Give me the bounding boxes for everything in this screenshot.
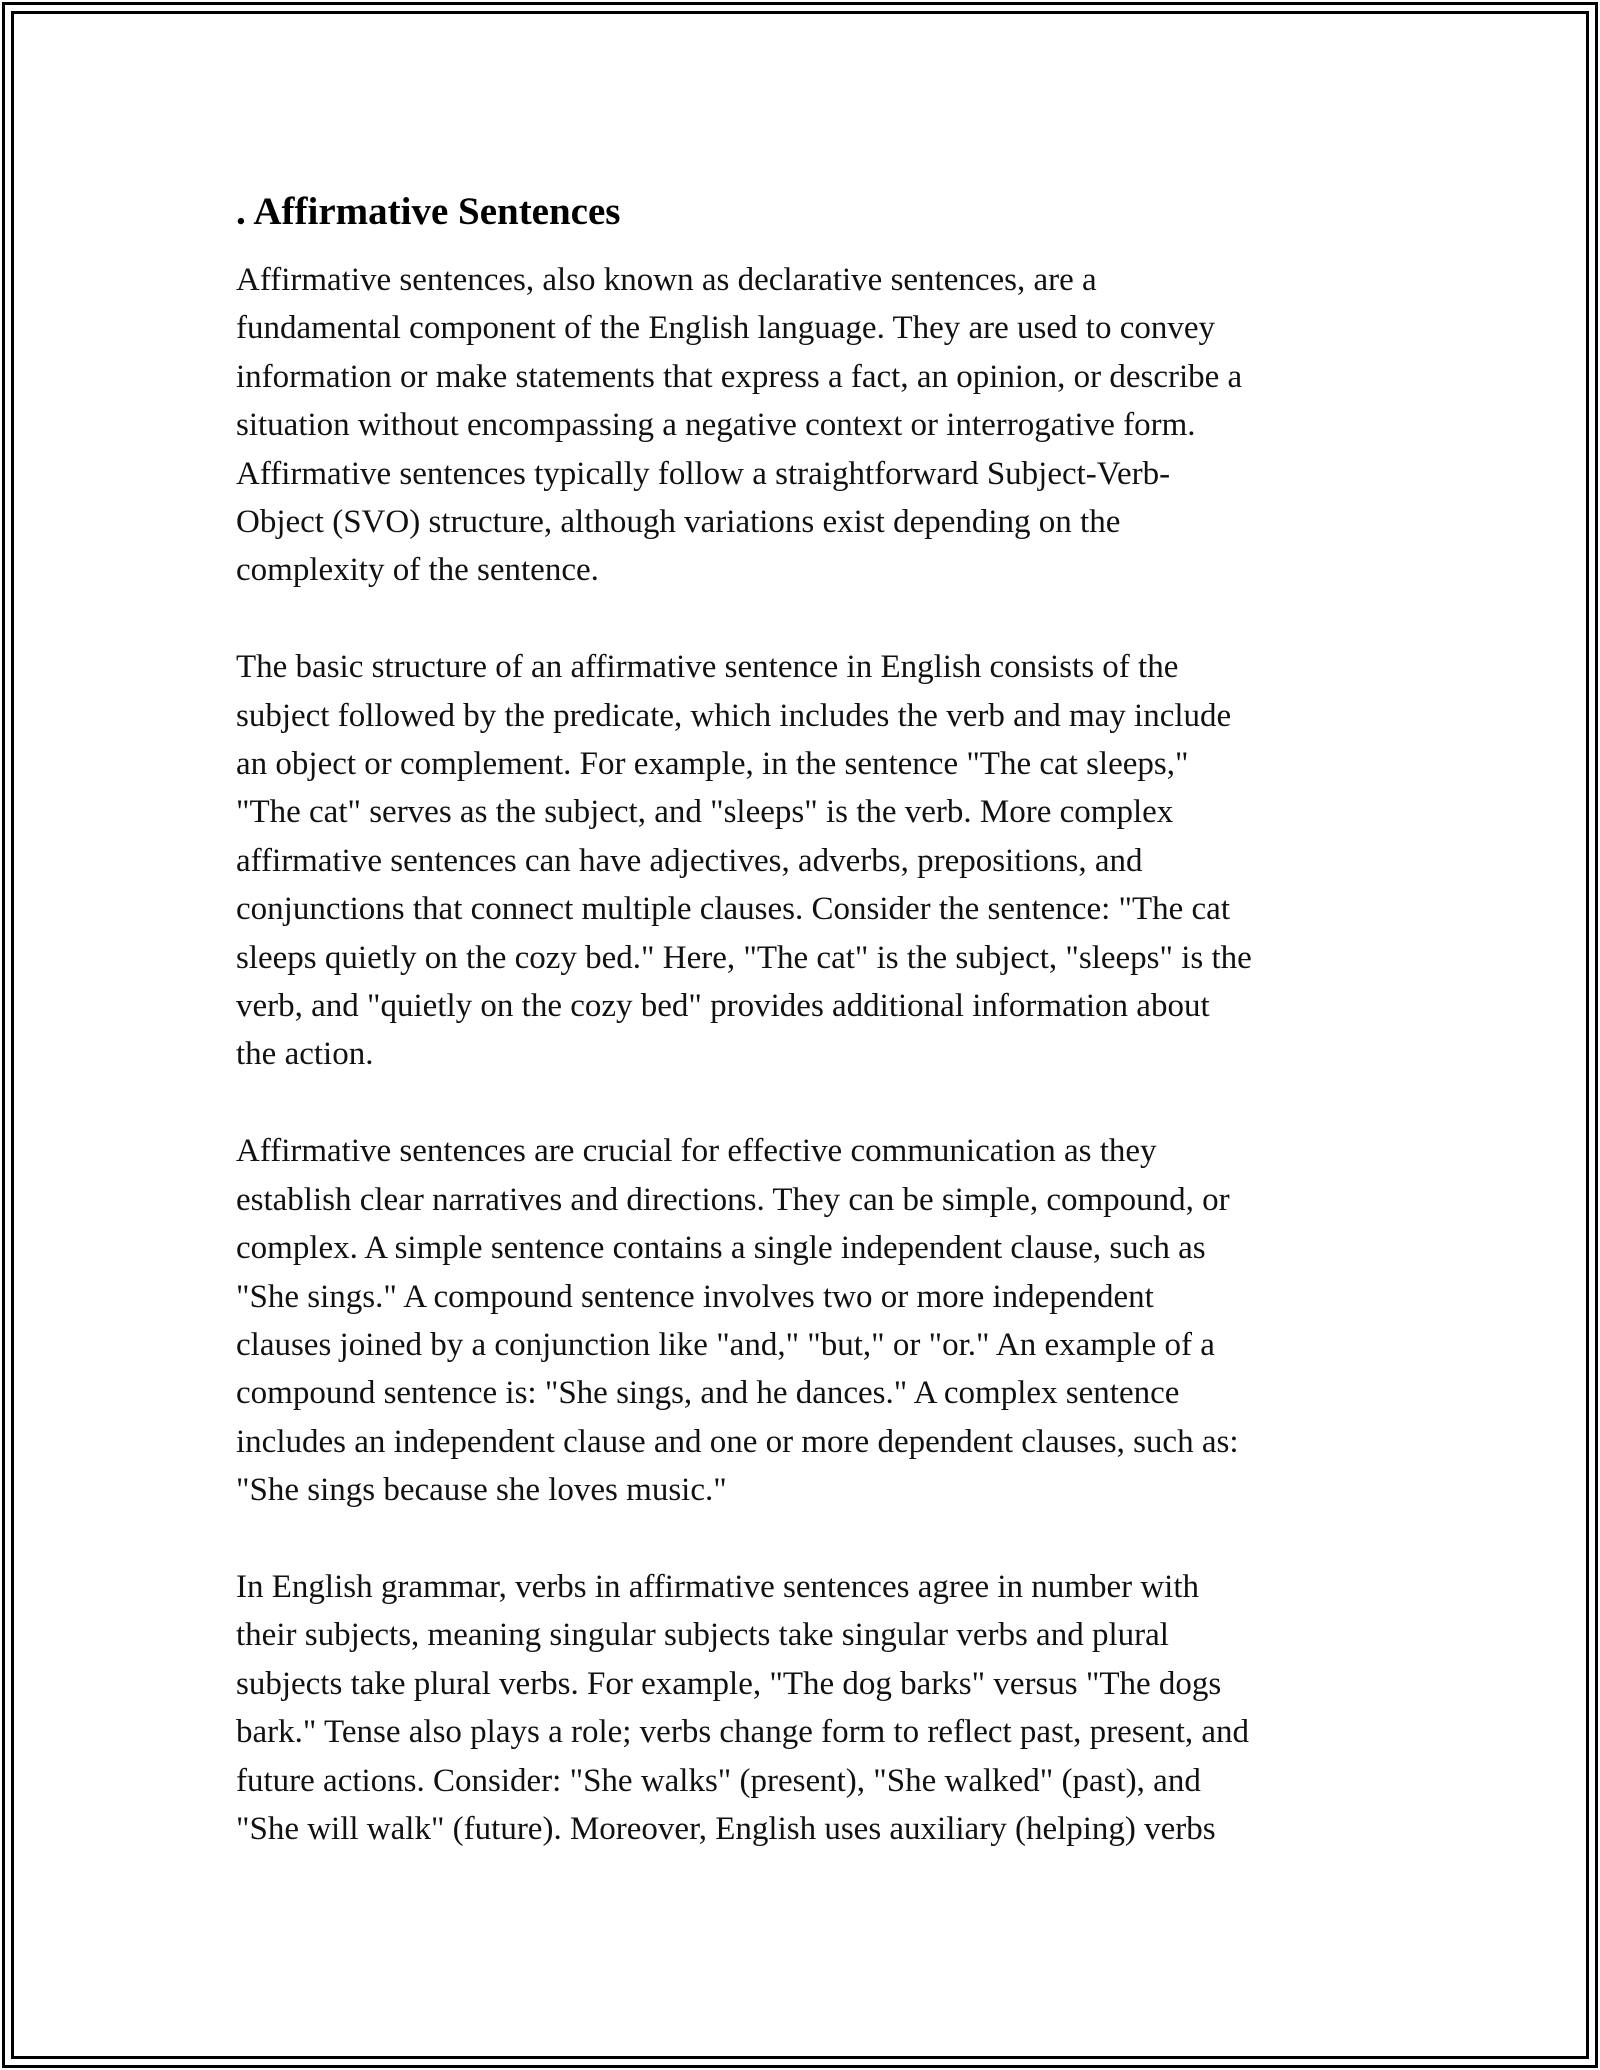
text-line: "The cat" serves as the subject, and "sleeps" is the verb. More complex xyxy=(236,794,1174,831)
paragraph-1 xyxy=(236,256,1371,595)
text-line: verb, and "quietly on the cozy bed" provides additional information about xyxy=(236,988,1210,1025)
text-line: includes an independent clause and one or more dependent clauses, such as: xyxy=(236,1423,1239,1460)
paragraph-3 xyxy=(236,1127,1371,1514)
text-line: information or make statements that express a fact, an opinion, or describe a xyxy=(236,358,1243,395)
text-line: The basic structure of an affirmative sentence in English consists of the xyxy=(236,649,1179,686)
text-line: affirmative sentences can have adjectives, adverbs, prepositions, and xyxy=(236,842,1143,879)
text-line: "She sings because she loves music." xyxy=(236,1472,727,1509)
text-line: subjects take plural verbs. For example, "The dog barks" versus "The dogs xyxy=(236,1665,1222,1702)
text-line: complexity of the sentence. xyxy=(236,552,599,589)
text-line: sleeps quietly on the cozy bed." Here, "The cat" is the subject, "sleeps" is the xyxy=(236,939,1252,976)
text-line: bark." Tense also plays a role; verbs change form to reflect past, present, and xyxy=(236,1714,1250,1751)
text-line: fundamental component of the English language. They are used to convey xyxy=(236,310,1216,347)
text-line: establish clear narratives and directions. They can be simple, compound, or xyxy=(236,1181,1230,1218)
text-line: an object or complement. For example, in the sentence "The cat sleeps," xyxy=(236,746,1189,783)
text-line: their subjects, meaning singular subjects take singular verbs and plural xyxy=(236,1617,1169,1654)
text-line: subject followed by the predicate, which includes the verb and may include xyxy=(236,697,1232,734)
text-line: future actions. Consider: "She walks" (present), "She walked" (past), and xyxy=(236,1762,1201,1799)
text-line: "She sings." A compound sentence involves two or more independent xyxy=(236,1278,1154,1315)
section-heading: . Affirmative Sentences xyxy=(236,190,621,233)
paragraph-4 xyxy=(236,1563,1371,1853)
text-line: complex. A simple sentence contains a single independent clause, such as xyxy=(236,1230,1206,1267)
text-line: Affirmative sentences are crucial for effective communication as they xyxy=(236,1133,1157,1170)
text-line: In English grammar, verbs in affirmative sentences agree in number with xyxy=(236,1568,1200,1605)
text-line: "She will walk" (future). Moreover, English uses auxiliary (helping) verbs xyxy=(236,1810,1216,1847)
text-line: Affirmative sentences typically follow a straightforward Subject-Verb- xyxy=(236,455,1171,492)
text-line: conjunctions that connect multiple clauses. Consider the sentence: "The cat xyxy=(236,891,1230,928)
text-line: situation without encompassing a negative context or interrogative form. xyxy=(236,407,1196,444)
text-line: the action. xyxy=(236,1036,374,1073)
text-line: Object (SVO) structure, although variations exist depending on the xyxy=(236,504,1121,541)
text-line: compound sentence is: "She sings, and he dances." A complex sentence xyxy=(236,1375,1180,1412)
paragraph-2 xyxy=(236,643,1371,1079)
document-body xyxy=(236,186,1371,1902)
text-line: Affirmative sentences, also known as declarative sentences, are a xyxy=(236,262,1097,298)
text-line: clauses joined by a conjunction like "and," "but," or "or." An example of a xyxy=(236,1326,1215,1363)
